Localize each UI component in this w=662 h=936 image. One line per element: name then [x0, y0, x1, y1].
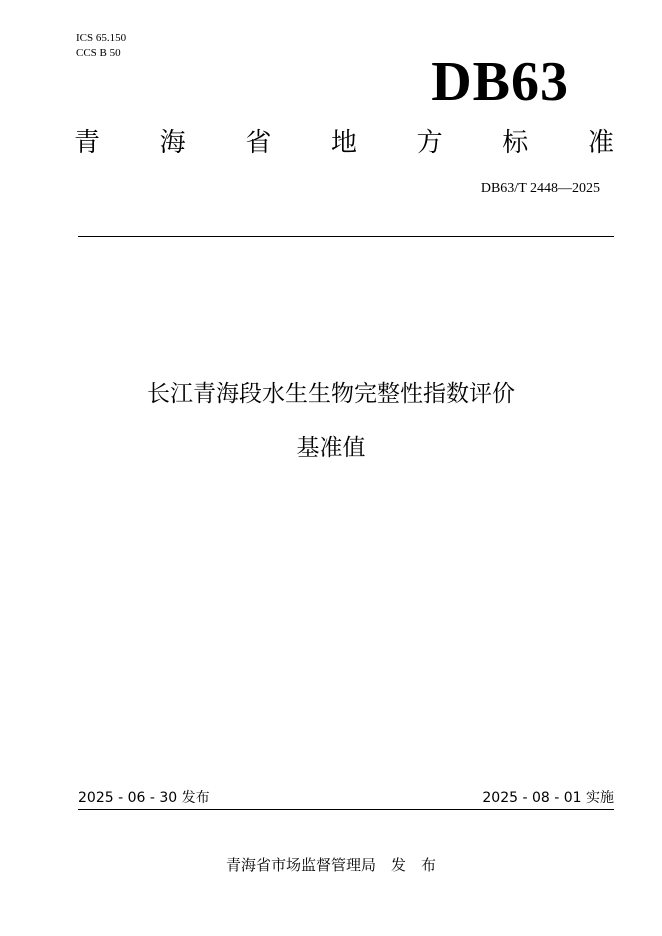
standard-brand-logo: DB63 — [431, 51, 569, 113]
issuing-authority: 青海省市场监督管理局 发 布 — [225, 856, 436, 874]
ics-code: ICS 65.150 — [76, 32, 127, 44]
standard-type-char: 准 — [587, 128, 614, 158]
document-title-line-1: 长江青海段水生生物完整性指数评价 — [147, 381, 515, 407]
publish-date: 2025 - 06 - 30 发布 — [78, 790, 210, 806]
footer-divider — [78, 809, 614, 810]
implementation-date: 2025 - 08 - 01 实施 — [482, 790, 614, 806]
standard-type-char: 省 — [245, 128, 272, 158]
standard-type-char: 标 — [502, 128, 529, 158]
standard-type-char: 海 — [159, 128, 186, 158]
ccs-code: CCS B 50 — [76, 47, 121, 59]
standard-type-char: 方 — [416, 128, 443, 158]
standard-type-char: 地 — [330, 128, 357, 158]
standard-type-char: 青 — [74, 128, 101, 158]
standard-type-heading — [74, 126, 614, 160]
standard-number: DB63/T 2448—2025 — [480, 181, 600, 196]
header-divider — [78, 236, 614, 237]
document-title-line-2: 基准值 — [296, 435, 366, 461]
